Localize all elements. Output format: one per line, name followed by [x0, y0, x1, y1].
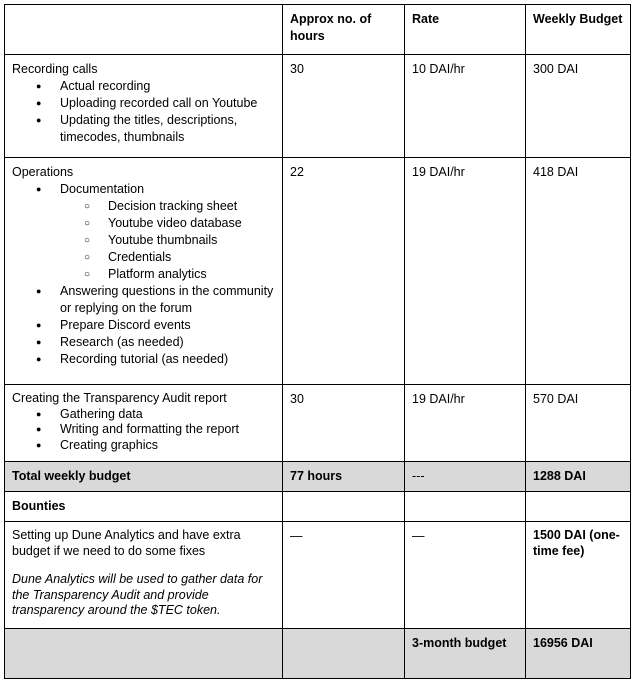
three-month-budget: 16956 DAI: [526, 629, 631, 679]
header-cell-blank: [5, 5, 283, 55]
header-hours: Approx no. of hours: [283, 5, 405, 55]
sub-list-item: ○ Youtube thumbnails: [12, 232, 275, 249]
empty-cell: [283, 629, 405, 679]
task-cell: [5, 55, 283, 158]
empty-cell: [526, 492, 631, 522]
empty-cell: [283, 492, 405, 522]
task-cell: [5, 522, 283, 629]
list-item: ● Writing and formatting the report: [12, 422, 275, 438]
rate-cell: 19 DAI/hr: [405, 158, 526, 385]
empty-cell: [405, 492, 526, 522]
sub-list-item: ○ Youtube video database: [12, 215, 275, 232]
task-title: Recording calls: [12, 62, 98, 76]
empty-cell: [5, 629, 283, 679]
list-item: ● Documentation: [12, 181, 275, 198]
task-bullet-list: [12, 407, 275, 454]
row-transparency-audit: [5, 385, 631, 462]
bounty-item: Setting up Dune Analytics and have extra budget if we need to do some fixes: [12, 528, 241, 558]
header-row: [5, 5, 631, 55]
row-operations: [5, 158, 631, 385]
list-item: ● Recording tutorial (as needed): [12, 351, 275, 368]
list-item: ● Gathering data: [12, 407, 275, 423]
rate-cell: 10 DAI/hr: [405, 55, 526, 158]
list-item: ● Actual recording: [12, 78, 275, 95]
budget-cell: 418 DAI: [526, 158, 631, 385]
sub-list-item: ○ Credentials: [12, 249, 275, 266]
hours-cell: 30: [283, 385, 405, 462]
budget-cell: 1500 DAI (one-time fee): [526, 522, 631, 629]
task-bullet-list: [12, 78, 275, 146]
hours-cell: —: [283, 522, 405, 629]
header-rate: Rate: [405, 5, 526, 55]
task-title: Creating the Transparency Audit report: [12, 391, 227, 405]
row-bounties-heading: [5, 492, 631, 522]
total-rate: ---: [405, 462, 526, 492]
header-weekly-budget: Weekly Budget: [526, 5, 631, 55]
task-cell: [5, 385, 283, 462]
row-dune-analytics: [5, 522, 631, 629]
total-hours: 77 hours: [283, 462, 405, 492]
bounties-heading: Bounties: [5, 492, 283, 522]
list-item: ● Updating the titles, descriptions, timecodes, thumbnails: [12, 112, 275, 146]
budget-cell: 300 DAI: [526, 55, 631, 158]
total-label: Total weekly budget: [5, 462, 283, 492]
budget-cell: 570 DAI: [526, 385, 631, 462]
list-item: ● Creating graphics: [12, 438, 275, 454]
sub-list-item: ○ Decision tracking sheet: [12, 198, 275, 215]
rate-cell: —: [405, 522, 526, 629]
rate-cell: 19 DAI/hr: [405, 385, 526, 462]
row-recording-calls: [5, 55, 631, 158]
hours-cell: 30: [283, 55, 405, 158]
task-bullet-list: [12, 181, 275, 368]
total-budget: 1288 DAI: [526, 462, 631, 492]
list-item: ● Research (as needed): [12, 334, 275, 351]
row-three-month: [5, 629, 631, 679]
list-item: ● Uploading recorded call on Youtube: [12, 95, 275, 112]
budget-table: [4, 4, 631, 679]
three-month-label: 3-month budget: [405, 629, 526, 679]
row-total-weekly: [5, 462, 631, 492]
task-title: Operations: [12, 165, 74, 179]
bounty-note: Dune Analytics will be used to gather data for the Transparency Audit and provide transparency around the $TEC token.: [12, 572, 263, 617]
task-cell: [5, 158, 283, 385]
list-item: ● Answering questions in the community or replying on the forum: [12, 283, 275, 317]
hours-cell: 22: [283, 158, 405, 385]
list-item: ● Prepare Discord events: [12, 317, 275, 334]
sub-list-item: ○ Platform analytics: [12, 266, 275, 283]
